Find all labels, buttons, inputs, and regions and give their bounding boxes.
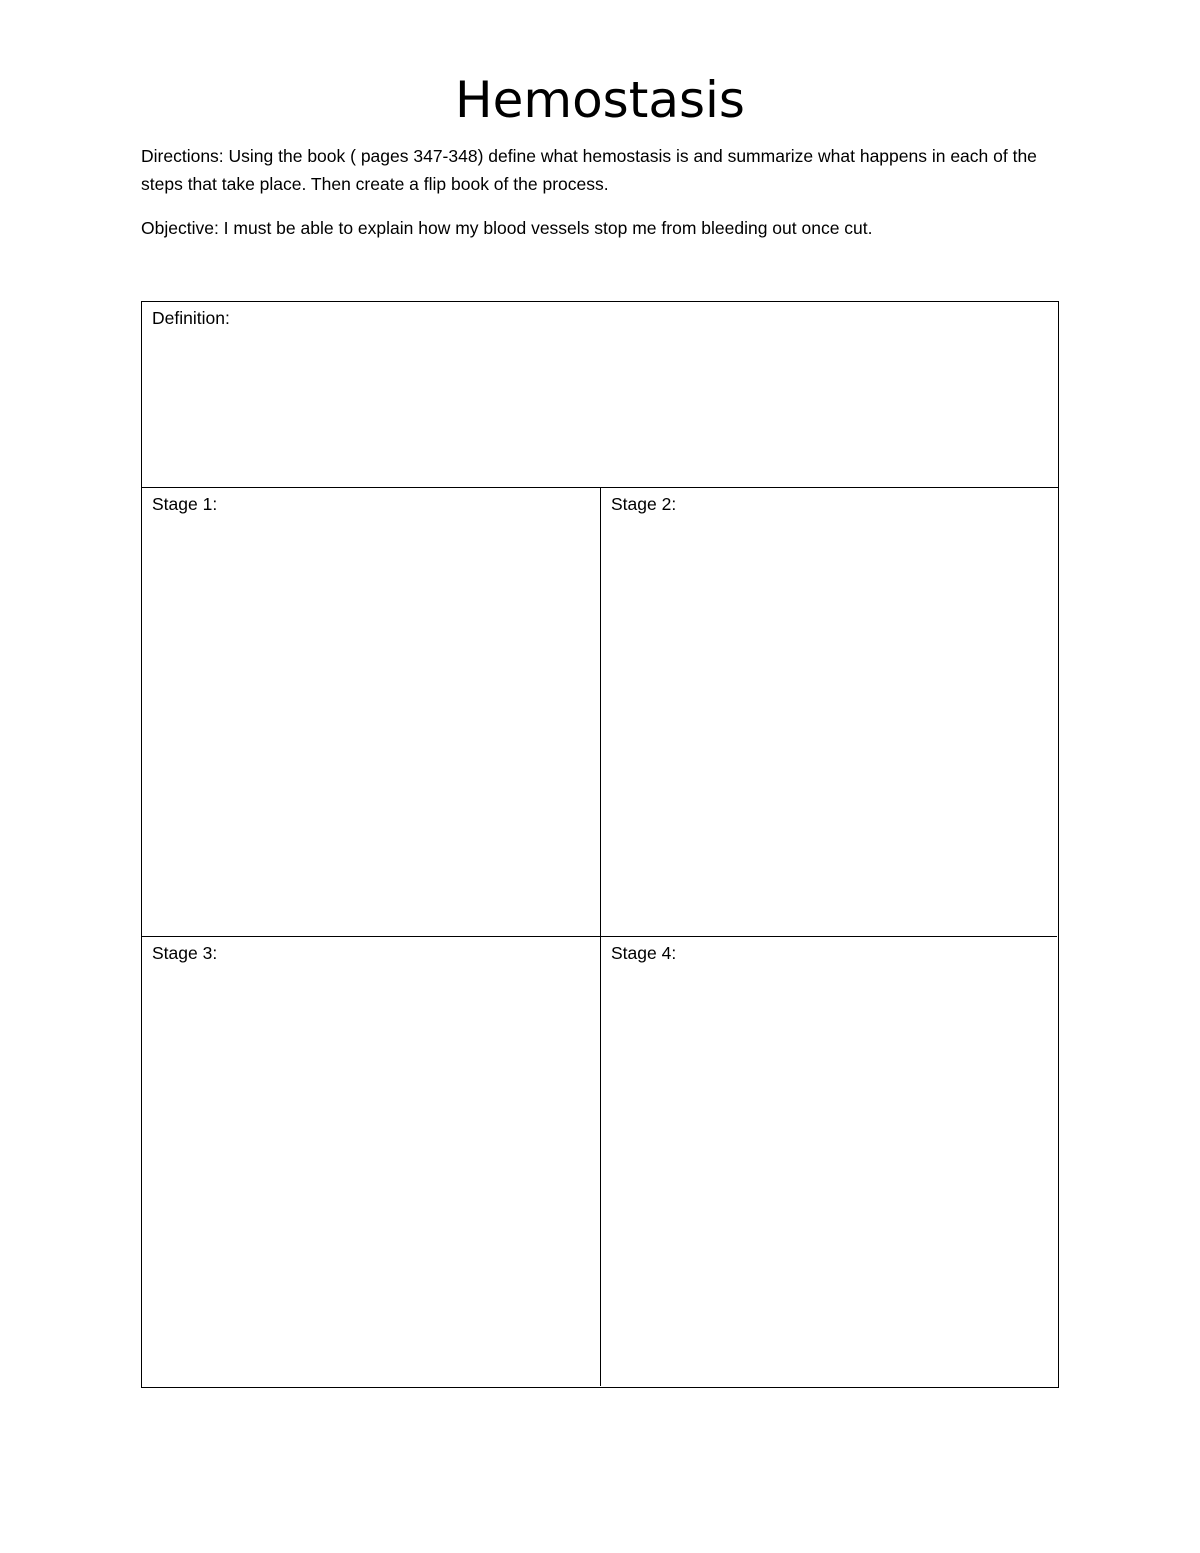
stage-3-box[interactable] [142,937,601,1386]
stage-4-box[interactable] [601,937,1057,1386]
definition-label: Definition: [152,308,230,328]
stage-2-label: Stage 2: [611,494,677,514]
stage-4-label: Stage 4: [611,943,677,963]
page-title: Hemostasis [455,71,745,129]
definition-box[interactable] [142,302,1058,488]
stage-3-label: Stage 3: [152,943,218,963]
stage-1-box[interactable] [142,488,601,937]
directions-text: Directions: Using the book ( pages 347-348) define what hemostasis is and summarize what happens in each of the steps that take place. Then create a flip book of the process. [141,146,1037,194]
objective-text: Objective: I must be able to explain how my blood vessels stop me from bleeding out once cut. [141,218,873,238]
stage-1-label: Stage 1: [152,494,218,514]
stage-2-box[interactable] [601,488,1057,937]
worksheet-table [141,301,1059,1388]
